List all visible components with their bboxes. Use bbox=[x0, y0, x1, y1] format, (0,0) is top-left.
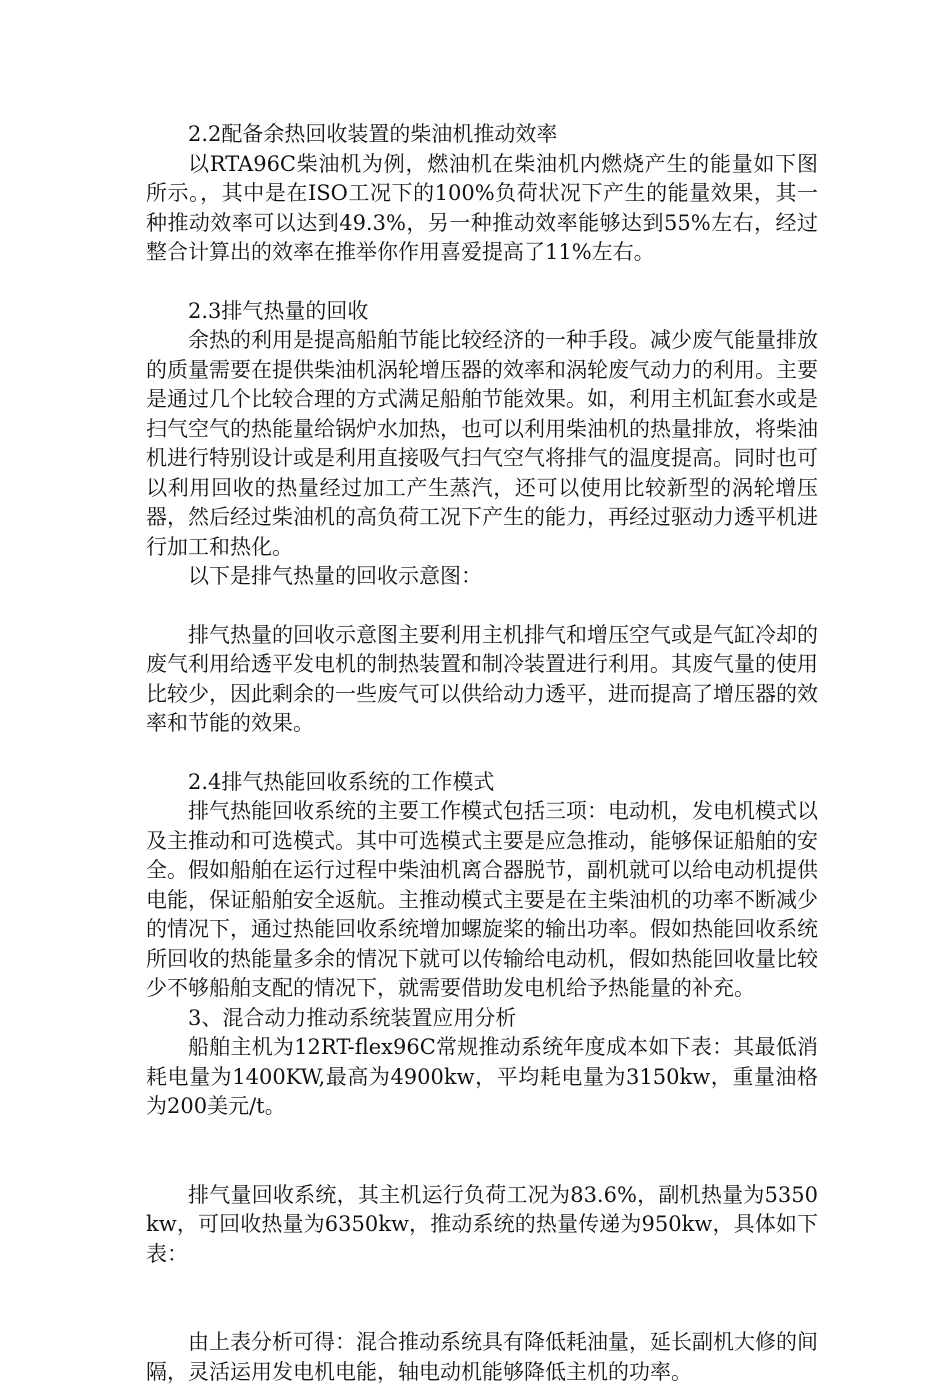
section-2-3-paragraph-3: 排气热量的回收示意图主要利用主机排气和增压空气或是气缸冷却的废气利用给透平发电机的制热装置和制冷装置进行利用。其废气量的使用比较少，因此剩余的一些废气可以供给动力透平，进而提高了增压器的效率和节能的效果。 bbox=[146, 622, 818, 735]
section-2-4-paragraph: 排气热能回收系统的主要工作模式包括三项：电动机，发电机模式以及主推动和可选模式。其中可选模式主要是应急推动，能够保证船舶的安全。假如船舶在运行过程中柴油机离合器脱节，副机就可以给电动机提供电能，保证船舶安全返航。主推动模式主要是在主柴油机的功率不断减少的情况下，通过热能回收系统增加螺旋桨的输出功率。假如热能回收系统所回收的热能量多余的情况下就可以传输给电动机，假如热能回收量比较少不够船舶支配的情况下，就需要借助发电机给予热能量的补充。 bbox=[146, 799, 818, 1000]
section-3-heading: 3、混合动力推动系统装置应用分析 bbox=[188, 1005, 517, 1030]
section-2-3-paragraph-1: 余热的利用是提高船舶节能比较经济的一种手段。减少废气能量排放的质量需要在提供柴油机涡轮增压器的效率和涡轮废气动力的利用。主要是通过几个比较合理的方式满足船舶节能效果。如，利用主机缸套水或是扫气空气的热能量给锅炉水加热，也可以利用柴油机的热量排放，将柴油机进行特别设计或是利用直接吸气扫气空气将排气的温度提高。同时也可以利用回收的热量经过加工产生蒸汽，还可以使用比较新型的涡轮增压器，然后经过柴油机的高负荷工况下产生的能力，再经过驱动力透平机进行加工和热化。 bbox=[146, 328, 818, 559]
section-2-2-paragraph: 以RTA96C柴油机为例，燃油机在柴油机内燃烧产生的能量如下图所示。，其中是在ISO工况下的100%负荷状况下产生的能量效果，其一种推动效率可以达到49.3%，另一种推动效率能够达到55%左右，经过整合计算出的效率在推举你作用喜爱提高了11%左右。 bbox=[146, 151, 818, 264]
document-page bbox=[146, 120, 818, 1387]
figure-placeholder bbox=[146, 592, 818, 621]
section-3-paragraph-2: 排气量回收系统，其主机运行负荷工况为83.6%，副机热量为5350kw，可回收热量为6350kw，推动系统的热量传递为950kw，具体如下表： bbox=[146, 1182, 818, 1266]
section-3-paragraph-1: 船舶主机为12RT-flex96C常规推动系统年度成本如下表：其最低消耗电量为1400KW,最高为4900kw，平均耗电量为3150kw，重量油格为200美元/t。 bbox=[146, 1035, 818, 1118]
section-2-3-heading: 2.3排气热量的回收 bbox=[188, 298, 369, 323]
section-2-2-heading: 2.2配备余热回收装置的柴油机推动效率 bbox=[188, 122, 558, 146]
table-placeholder bbox=[146, 1269, 818, 1328]
spacer bbox=[146, 739, 818, 768]
table-placeholder bbox=[146, 1122, 818, 1181]
section-2-4-heading: 2.4排气热能回收系统的工作模式 bbox=[188, 769, 495, 794]
section-2-3-paragraph-2: 以下是排气热量的回收示意图： bbox=[188, 564, 482, 588]
section-3-paragraph-3: 由上表分析可得：混合推动系统具有降低耗油量，延长副机大修的间隔，灵活运用发电机电能，轴电动机能够降低主机的功率。 bbox=[146, 1330, 818, 1384]
spacer bbox=[146, 268, 818, 297]
